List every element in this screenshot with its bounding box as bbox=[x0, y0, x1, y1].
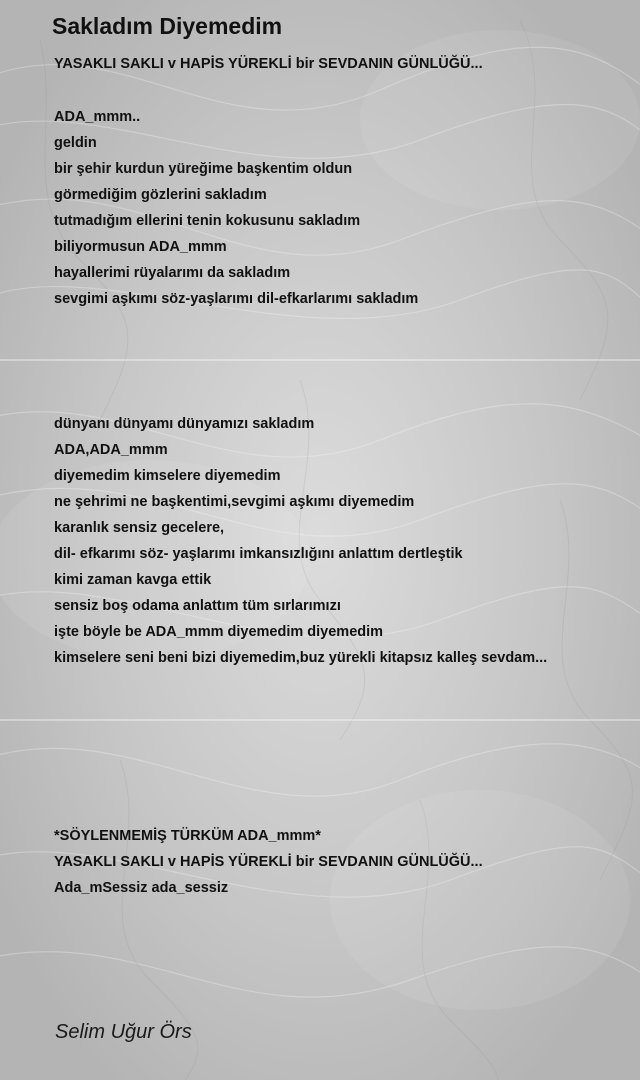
stanza-3 bbox=[54, 823, 483, 901]
poem-line: *SÖYLENMEMİŞ TÜRKÜM ADA_mmm* bbox=[54, 828, 321, 844]
poem-line: tutmadığım ellerini tenin kokusunu sakladım bbox=[54, 213, 361, 229]
poem-line: dünyanı dünyamı dünyamızı sakladım bbox=[54, 416, 315, 432]
poem-line: işte böyle be ADA_mmm diyemedim diyemedim bbox=[54, 624, 384, 640]
poem-subtitle: YASAKLI SAKLI v HAPİS YÜREKLİ bir SEVDANIN GÜNLÜĞÜ... bbox=[54, 56, 483, 72]
poem-line: dil- efkarımı söz- yaşlarımı imkansızlığını anlattım dertleştik bbox=[54, 546, 463, 562]
poem-line: diyemedim kimselere diyemedim bbox=[54, 468, 281, 484]
poem-line: bir şehir kurdun yüreğime başkentim oldun bbox=[54, 161, 353, 177]
poem-line: hayallerimi rüyalarımı da sakladım bbox=[54, 265, 291, 281]
poem-line: kimi zaman kavga ettik bbox=[54, 572, 212, 588]
stanza-2 bbox=[54, 411, 547, 671]
poem-line: ADA_mmm.. bbox=[54, 109, 141, 125]
poem-line: biliyormusun ADA_mmm bbox=[54, 239, 227, 255]
poem-line: görmediğim gözlerini sakladım bbox=[54, 187, 267, 203]
poem-line: Ada_mSessiz ada_sessiz bbox=[54, 880, 229, 896]
poem-author: Selim Uğur Örs bbox=[55, 1021, 192, 1043]
poem-line: geldin bbox=[54, 135, 97, 151]
poem-line: ADA,ADA_mmm bbox=[54, 442, 168, 458]
poem-line: sevgimi aşkımı söz-yaşlarımı dil-efkarlarımı sakladım bbox=[54, 291, 419, 307]
poem-title: Sakladım Diyemedim bbox=[52, 13, 283, 39]
stanza-1 bbox=[54, 104, 418, 312]
poem-line: ne şehrimi ne başkentimi,sevgimi aşkımı diyemedim bbox=[54, 494, 415, 510]
poem-line: kimselere seni beni bizi diyemedim,buz yürekli kitapsız kalleş sevdam... bbox=[54, 650, 548, 666]
poem-line: karanlık sensiz gecelere, bbox=[54, 520, 225, 536]
poem-line: sensiz boş odama anlattım tüm sırlarımızı bbox=[54, 598, 341, 614]
poem-line: YASAKLI SAKLI v HAPİS YÜREKLİ bir SEVDANIN GÜNLÜĞÜ... bbox=[54, 854, 483, 870]
